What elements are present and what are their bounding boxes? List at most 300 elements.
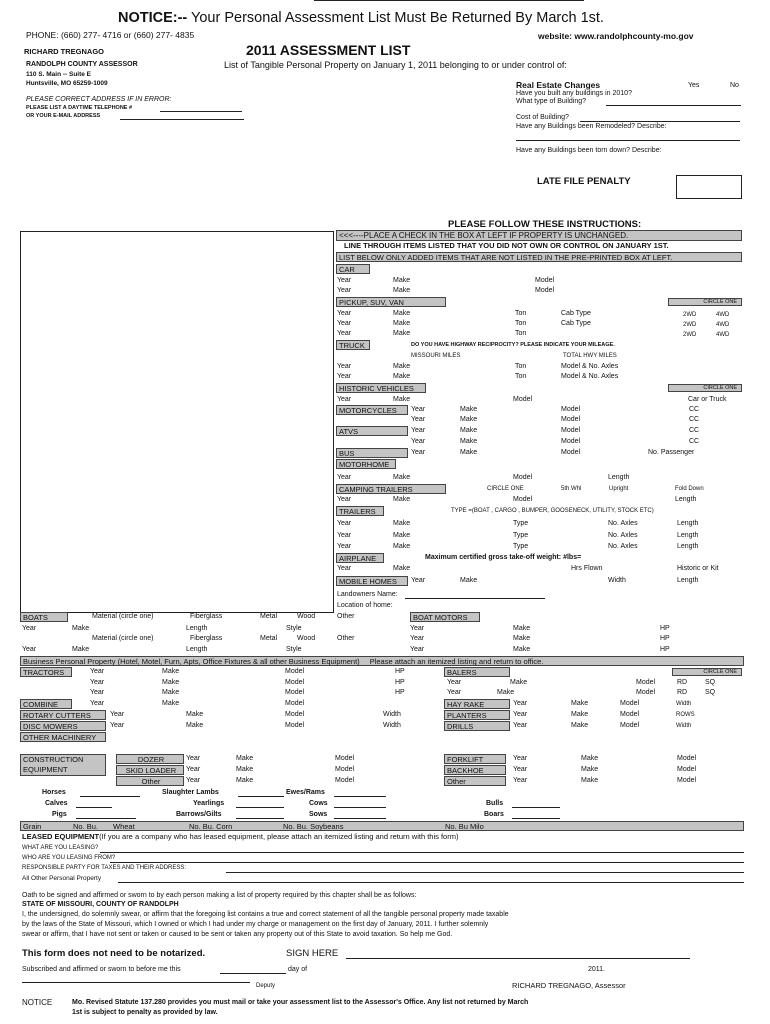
yes-label: Yes xyxy=(688,82,700,89)
pickup-make-2: Make xyxy=(393,320,411,327)
dozer-year: Year xyxy=(186,755,201,762)
subscribed-day-field[interactable] xyxy=(220,973,286,974)
livestock-horses: Horses xyxy=(42,789,66,796)
footer-text-1: Mo. Revised Statute 137.280 provides you must mail or take your assessment list to the Assessor's Office. Any list not returned by March xyxy=(72,999,529,1006)
backhoe-make: Make xyxy=(581,766,599,773)
tractor-make-2: Make xyxy=(162,679,180,686)
boat-length-1: Length xyxy=(186,625,208,632)
section-mobile-homes: MOBILE HOMES xyxy=(336,576,408,586)
motorhome-length: Length xyxy=(608,474,630,481)
motor-make-1: Make xyxy=(513,625,531,632)
pickup-cab-2: Cab Type xyxy=(561,320,591,327)
car-model-1: Model xyxy=(535,277,555,284)
section-combine: COMBINE xyxy=(20,699,72,709)
page-subtitle: List of Tangible Personal Property on January 1, 2011 belonging to or under control of: xyxy=(224,60,567,70)
location-of-home: Location of home: xyxy=(337,602,393,609)
bus-model: Model xyxy=(561,449,581,456)
grain-soy: No. Bu. Soybeans xyxy=(283,822,344,831)
car-year-2: Year xyxy=(337,287,352,294)
other-con-year: Year xyxy=(186,777,201,784)
motor-make-2: Make xyxy=(513,635,531,642)
forklift-make: Make xyxy=(581,755,599,762)
camping-circle-one: CIRCLE ONE xyxy=(487,486,524,492)
phone-line: PHONE: (660) 277- 4716 or (660) 277- 4835 xyxy=(26,30,195,40)
truck-make-1: Make xyxy=(393,363,411,370)
livestock-ewes: Ewes/Rams xyxy=(286,789,325,796)
forklift-year: Year xyxy=(513,755,528,762)
mobile-length: Length xyxy=(677,577,699,584)
boat-other-1: Other xyxy=(337,613,355,620)
bulls-field[interactable] xyxy=(512,807,560,808)
trailer-year-2: Year xyxy=(337,532,352,539)
truck-axles-1: Model & No. Axles xyxy=(561,363,619,370)
preprinted-property-box xyxy=(20,231,334,613)
livestock-pigs: Pigs xyxy=(52,811,67,818)
section-boat-motors: BOAT MOTORS xyxy=(410,612,480,622)
grain-milo: No. Bu Milo xyxy=(445,822,484,831)
atv-make-2: Make xyxy=(460,438,478,445)
website: website: www.randolphcounty-mo.gov xyxy=(538,31,694,41)
truck-year-2: Year xyxy=(337,373,352,380)
leasing-what-field[interactable] xyxy=(100,852,744,853)
livestock-boars: Boars xyxy=(484,811,504,818)
atv-cc-1: CC xyxy=(689,427,700,434)
planters-make: Make xyxy=(571,711,589,718)
day-of: day of xyxy=(288,966,308,973)
trailer-make-2: Make xyxy=(393,532,411,539)
landowner-name: Landowners Name: xyxy=(337,591,398,598)
trailer-axles-2: No. Axles xyxy=(608,532,638,539)
combine-make: Make xyxy=(162,700,180,707)
calves-field[interactable] xyxy=(76,807,112,808)
pickup-circle-one: CIRCLE ONE xyxy=(668,298,742,306)
rotary-year: Year xyxy=(110,711,125,718)
moto-make-1: Make xyxy=(460,406,478,413)
trailer-make-1: Make xyxy=(393,520,411,527)
section-other-machinery: OTHER MACHINERY xyxy=(20,732,106,742)
pickup-4wd-1: 4WD xyxy=(716,312,730,318)
section-trailers: TRAILERS xyxy=(336,506,384,516)
notice-heading xyxy=(118,10,604,26)
motor-year-1: Year xyxy=(410,625,425,632)
horses-field[interactable] xyxy=(80,796,140,797)
section-drills: DRILLS xyxy=(444,721,510,731)
all-other-property: All Other Personal Property xyxy=(22,875,102,882)
trailer-axles-3: No. Axles xyxy=(608,543,638,550)
responsible-party-field[interactable] xyxy=(226,872,744,873)
car-make-2: Make xyxy=(393,287,411,294)
livestock-calves: Calves xyxy=(45,800,68,807)
pickup-2wd-1: 2WD xyxy=(683,312,697,318)
moto-make-2: Make xyxy=(460,416,478,423)
boat-other-2: Other xyxy=(337,635,355,642)
section-atvs: ATVS xyxy=(336,426,408,436)
combine-model: Model xyxy=(285,700,305,707)
pickup-year-2: Year xyxy=(337,320,352,327)
motor-year-3: Year xyxy=(410,646,425,653)
construction-label: CONSTRUCTION xyxy=(23,755,84,764)
boat-make-2: Make xyxy=(72,646,90,653)
moto-model-1: Model xyxy=(561,406,581,413)
disc-model: Model xyxy=(285,722,305,729)
pickup-make-1: Make xyxy=(393,310,411,317)
signature-field[interactable] xyxy=(346,958,690,959)
hayrake-model: Model xyxy=(620,700,640,707)
motor-make-3: Make xyxy=(513,646,531,653)
assessor-office: RANDOLPH COUNTY ASSESSOR xyxy=(26,61,138,68)
historic-make: Make xyxy=(393,396,411,403)
trailer-axles-1: No. Axles xyxy=(608,520,638,527)
historic-model: Model xyxy=(513,396,533,403)
baler-year-2: Year xyxy=(447,689,462,696)
grain-no-bu: No. Bu. xyxy=(73,822,99,831)
pickup-make-3: Make xyxy=(393,330,411,337)
deputy-field[interactable] xyxy=(22,982,250,983)
camping-upright: Upright xyxy=(609,486,629,492)
trailer-type-2: Type xyxy=(513,532,529,539)
oath-intro: Oath to be signed and affirmed or sworn to by each person making a list of property required by this chapter shall be as follows: xyxy=(22,892,417,899)
atv-model-2: Model xyxy=(561,438,581,445)
section-pickup: PICKUP, SUV, VAN xyxy=(336,297,446,307)
baler-model-1: Model xyxy=(636,679,656,686)
trailer-type-1: Type xyxy=(513,520,529,527)
re-q3: Cost of Building? xyxy=(516,114,569,121)
car-year-1: Year xyxy=(337,277,352,284)
boars-field[interactable] xyxy=(512,818,560,819)
truck-ton-1: Ton xyxy=(515,363,527,370)
late-file-penalty: LATE FILE PENALTY xyxy=(537,176,631,187)
business-label: Business Personal Property (Hotel, Motel, Furn, Apts, Office Fixtures & all other Business Equipment) xyxy=(23,657,360,666)
section-skid-loader: SKID LOADER xyxy=(116,765,184,775)
email-prompt: OR YOUR E-MAIL ADDRESS xyxy=(26,113,101,119)
grain-wheat: Wheat xyxy=(113,822,135,831)
boat-style-1: Style xyxy=(286,625,302,632)
trailer-length-1: Length xyxy=(677,520,699,527)
instructions-title: PLEASE FOLLOW THESE INSTRUCTIONS: xyxy=(448,219,642,230)
oath-line-1: I, the undersigned, do solemnly swear, or affirm that the foregoing list contains a true and correct statement of all the tangible personal property made taxable xyxy=(22,911,509,918)
tractor-hp-2: HP xyxy=(395,679,405,686)
livestock-cows: Cows xyxy=(309,800,328,807)
trailer-length-3: Length xyxy=(677,543,699,550)
pickup-ton-2: Ton xyxy=(515,320,527,327)
mobile-year: Year xyxy=(411,577,426,584)
drills-year: Year xyxy=(513,722,528,729)
boat-material-2: Material (circle one) xyxy=(92,635,154,642)
livestock-yearlings: Yearlings xyxy=(193,800,225,807)
airplane-historic: Historic or Kit xyxy=(677,565,719,572)
baler-year-1: Year xyxy=(447,679,462,686)
dozer-make: Make xyxy=(236,755,254,762)
oath-line-3: swear or affirm, that I have not sent or taken or caused to be sent or taken any property out of this State to avoid taxation. So help me God. xyxy=(22,931,453,938)
camping-make: Make xyxy=(393,496,411,503)
truck-ton-2: Ton xyxy=(515,373,527,380)
re-q2: What type of Building? xyxy=(516,98,587,105)
trailer-make-3: Make xyxy=(393,543,411,550)
tractor-model-2: Model xyxy=(285,679,305,686)
camping-fold-down: Fold Down xyxy=(675,486,704,492)
tractor-make-1: Make xyxy=(162,668,180,675)
hayrake-make: Make xyxy=(571,700,589,707)
trailer-type-note: TYPE =(BOAT , CARGO , BUMPER, GOOSENECK, UTILITY, STOCK ETC) xyxy=(451,508,654,514)
subscribed-month-field[interactable] xyxy=(314,0,584,1)
sows-field[interactable] xyxy=(334,818,386,819)
assessor-street: 110 S. Main -- Suite E xyxy=(26,71,92,78)
trailer-length-2: Length xyxy=(677,532,699,539)
grain-bar xyxy=(20,821,744,831)
trailer-type-3: Type xyxy=(513,543,529,550)
motor-hp-1: HP xyxy=(660,625,670,632)
motor-year-2: Year xyxy=(410,635,425,642)
assessor-city: Huntsville, MO 65259-1009 xyxy=(26,80,108,87)
section-planters: PLANTERS xyxy=(444,710,510,720)
year-2011: 2011. xyxy=(588,966,605,973)
moto-model-2: Model xyxy=(561,416,581,423)
mobile-width: Width xyxy=(608,577,626,584)
section-camping: CAMPING TRAILERS xyxy=(336,484,446,494)
pickup-4wd-2: 4WD xyxy=(716,322,730,328)
equipment-label: EQUIPMENT xyxy=(23,765,68,774)
drills-width: Width xyxy=(676,723,692,729)
motor-hp-3: HP xyxy=(660,646,670,653)
pickup-year-3: Year xyxy=(337,330,352,337)
boat-fiberglass-1: Fiberglass xyxy=(190,613,223,620)
airplane-year: Year xyxy=(337,565,352,572)
grain-label: Grain xyxy=(23,822,42,831)
truck-reciprocity: DO YOU HAVE HIGHWAY RECIPROCITY? PLEASE INDICATE YOUR MILEAGE. xyxy=(411,342,615,348)
baler-make-2: Make xyxy=(497,689,515,696)
business-note: Please attach an itemized listing and return to office. xyxy=(369,657,544,666)
truck-axles-2: Model & No. Axles xyxy=(561,373,619,380)
section-hay-rake: HAY RAKE xyxy=(444,699,510,709)
atv-model-1: Model xyxy=(561,427,581,434)
pickup-cab-1: Cab Type xyxy=(561,310,591,317)
instruction-3: LIST BELOW ONLY ADDED ITEMS THAT ARE NOT LISTED IN THE PRE-PRINTED BOX AT LEFT. xyxy=(336,252,742,262)
other-right-make: Make xyxy=(581,777,599,784)
disc-year: Year xyxy=(110,722,125,729)
pickup-ton-1: Ton xyxy=(515,310,527,317)
boat-year-1: Year xyxy=(22,625,37,632)
email-field[interactable] xyxy=(120,119,244,120)
correct-address-note: PLEASE CORRECT ADDRESS IF IN ERROR: xyxy=(26,96,172,103)
pickup-4wd-3: 4WD xyxy=(716,332,730,338)
remodeled-field[interactable] xyxy=(516,140,740,141)
planters-model: Model xyxy=(620,711,640,718)
landowner-field[interactable] xyxy=(405,598,545,599)
boat-metal-2: Metal xyxy=(260,635,278,642)
planters-year: Year xyxy=(513,711,528,718)
disc-width: Width xyxy=(383,722,401,729)
bus-year: Year xyxy=(411,449,426,456)
trailer-year-1: Year xyxy=(337,520,352,527)
slaughter-field[interactable] xyxy=(238,796,284,797)
tractor-year-1: Year xyxy=(90,668,105,675)
leased-title: LEASED EQUIPMENT xyxy=(22,832,100,841)
moto-year-1: Year xyxy=(411,406,426,413)
backhoe-model: Model xyxy=(677,766,697,773)
cows-field[interactable] xyxy=(334,807,386,808)
skid-model: Model xyxy=(335,766,355,773)
baler-rd-2: RD xyxy=(677,689,688,696)
skid-make: Make xyxy=(236,766,254,773)
boat-make-1: Make xyxy=(72,625,90,632)
bus-passengers: No. Passenger xyxy=(648,449,695,456)
phone-prompt: PLEASE LIST A DAYTIME TELEPHONE # xyxy=(26,105,133,111)
backhoe-year: Year xyxy=(513,766,528,773)
balers-circle-one: CIRCLE ONE xyxy=(672,668,742,676)
baler-make-1: Make xyxy=(510,679,528,686)
livestock-slaughter: Slaughter Lambs xyxy=(162,789,219,796)
motorhome-year: Year xyxy=(337,474,352,481)
boat-fiberglass-2: Fiberglass xyxy=(190,635,223,642)
pickup-ton-3: Ton xyxy=(515,330,527,337)
section-airplane: AIRPLANE xyxy=(336,553,384,563)
barrows-field[interactable] xyxy=(236,818,284,819)
boat-metal-1: Metal xyxy=(260,613,278,620)
tractor-hp-1: HP xyxy=(395,668,405,675)
livestock-barrows: Barrows/Gilts xyxy=(176,811,222,818)
atv-make-1: Make xyxy=(460,427,478,434)
historic-car-or-truck: Car or Truck xyxy=(688,396,727,403)
late-penalty-box xyxy=(676,175,742,199)
tractor-make-3: Make xyxy=(162,689,180,696)
other-con-model: Model xyxy=(335,777,355,784)
missouri-miles: MISSOURI MILES xyxy=(411,353,461,359)
tractor-year-2: Year xyxy=(90,679,105,686)
rotary-model: Model xyxy=(285,711,305,718)
responsible-party: RESPONSIBLE PARTY FOR TAXES AND THEIR ADDRESS: xyxy=(22,865,187,871)
planters-rows: ROWS xyxy=(676,712,695,718)
car-make-1: Make xyxy=(393,277,411,284)
motorhome-model: Model xyxy=(513,474,533,481)
section-boats: BOATS xyxy=(20,612,68,622)
dozer-model: Model xyxy=(335,755,355,762)
section-tractors: TRACTORS xyxy=(20,667,72,677)
other-con-make: Make xyxy=(236,777,254,784)
section-other-right: Other xyxy=(444,776,506,786)
all-other-field[interactable] xyxy=(118,882,744,883)
boat-wood-2: Wood xyxy=(297,635,316,642)
yearlings-field[interactable] xyxy=(236,807,284,808)
atv-year-1: Year xyxy=(411,427,426,434)
tractor-hp-3: HP xyxy=(395,689,405,696)
notice-label: NOTICE:-- xyxy=(118,10,188,26)
pickup-2wd-3: 2WD xyxy=(683,332,697,338)
oath-state: STATE OF MISSOURI, COUNTY OF RANDOLPH xyxy=(22,901,179,908)
mobile-make: Make xyxy=(460,577,478,584)
instruction-2: LINE THROUGH ITEMS LISTED THAT YOU DID NOT OWN OR CONTROL ON JANUARY 1ST. xyxy=(344,241,669,250)
building-type-field[interactable] xyxy=(606,105,741,106)
real-estate-title: Real Estate Changes xyxy=(516,80,601,90)
rotary-width: Width xyxy=(383,711,401,718)
moto-year-2: Year xyxy=(411,416,426,423)
section-rotary-cutters: ROTARY CUTTERS xyxy=(20,710,106,720)
section-balers: BALERS xyxy=(444,667,510,677)
section-truck: TRUCK xyxy=(336,340,370,350)
section-backhoe: BACKHOE xyxy=(444,765,506,775)
truck-make-2: Make xyxy=(393,373,411,380)
sign-here: SIGN HERE xyxy=(286,948,339,959)
instruction-1: <<<----PLACE A CHECK IN THE BOX AT LEFT IF PROPERTY IS UNCHANGED. xyxy=(336,230,742,241)
subscribed-text: Subscribed and affirmed or sworn to before me this xyxy=(22,966,181,973)
tractor-model-1: Model xyxy=(285,668,305,675)
pickup-2wd-2: 2WD xyxy=(683,322,697,328)
boat-length-2: Length xyxy=(186,646,208,653)
skid-year: Year xyxy=(186,766,201,773)
pickup-year-1: Year xyxy=(337,310,352,317)
section-other-construction: Other xyxy=(116,776,184,786)
airplane-make: Make xyxy=(393,565,411,572)
leasing-what: WHAT ARE YOU LEASING? xyxy=(22,845,99,851)
ewes-field[interactable] xyxy=(334,796,386,797)
camping-5th-whl: 5th Whl xyxy=(561,486,582,492)
total-hwy-miles: TOTAL HWY MILES xyxy=(563,353,617,359)
section-dozer: DOZER xyxy=(116,754,184,764)
leasing-from: WHO ARE YOU LEASING FROM? xyxy=(22,855,116,861)
baler-model-2: Model xyxy=(636,689,656,696)
section-motorhome: MOTORHOME xyxy=(336,459,396,469)
baler-sq-2: SQ xyxy=(705,689,716,696)
boat-year-2: Year xyxy=(22,646,37,653)
oath-line-2: by the laws of the State of Missouri, which I owned or which I had under my charge or management on the first day of January, 2011. I further solemnly xyxy=(22,921,489,928)
grain-corn: No. Bu. Corn xyxy=(189,822,233,831)
section-motorcycles: MOTORCYCLES xyxy=(336,405,408,415)
assessor-name: RICHARD TREGNAGO xyxy=(24,47,104,56)
camping-model: Model xyxy=(513,496,533,503)
baler-rd-1: RD xyxy=(677,679,688,686)
forklift-model: Model xyxy=(677,755,697,762)
section-disc-mowers: DISC MOWERS xyxy=(20,721,106,731)
pigs-field[interactable] xyxy=(76,818,136,819)
section-historic: HISTORIC VEHICLES xyxy=(336,383,426,393)
baler-sq-1: SQ xyxy=(705,679,716,686)
drills-model: Model xyxy=(620,722,640,729)
disc-make: Make xyxy=(186,722,204,729)
livestock-bulls: Bulls xyxy=(486,800,504,807)
motorhome-make: Make xyxy=(393,474,411,481)
leasing-from-field[interactable] xyxy=(110,862,744,863)
building-cost-field[interactable] xyxy=(580,121,740,122)
tractor-model-3: Model xyxy=(285,689,305,696)
camping-length: Length xyxy=(675,496,697,503)
boat-wood-1: Wood xyxy=(297,613,316,620)
atv-year-2: Year xyxy=(411,438,426,445)
truck-year-1: Year xyxy=(337,363,352,370)
section-construction xyxy=(20,754,106,776)
hayrake-width: Width xyxy=(676,701,692,707)
footer-text-2: 1st is subject to penalty as provided by law. xyxy=(72,1009,218,1016)
section-bus: BUS xyxy=(336,448,408,458)
no-label: No xyxy=(730,82,739,89)
phone-field[interactable] xyxy=(160,111,242,112)
historic-year: Year xyxy=(337,396,352,403)
deputy-label: Deputy xyxy=(256,983,276,989)
re-q4: Have any Buildings been Remodeled? Describe: xyxy=(516,123,667,130)
atv-cc-2: CC xyxy=(689,438,700,445)
rotary-make: Make xyxy=(186,711,204,718)
combine-year: Year xyxy=(90,700,105,707)
car-model-2: Model xyxy=(535,287,555,294)
airplane-note: Maximum certified gross take-off weight: #lbs= xyxy=(425,554,582,561)
drills-make: Make xyxy=(571,722,589,729)
page-title: 2011 ASSESSMENT LIST xyxy=(246,42,411,58)
footer-notice-label: NOTICE xyxy=(22,998,53,1007)
bus-make: Make xyxy=(460,449,478,456)
leased-note: (If you are a company who has leased equipment, please attach an itemized listing and return with this form) xyxy=(99,832,459,841)
section-forklift: FORKLIFT xyxy=(444,754,506,764)
notice-text: Your Personal Assessment List Must Be Returned By March 1st. xyxy=(187,10,604,26)
livestock-sows: Sows xyxy=(309,811,328,818)
assessor-signature: RICHARD TREGNAGO, Assessor xyxy=(512,981,626,990)
